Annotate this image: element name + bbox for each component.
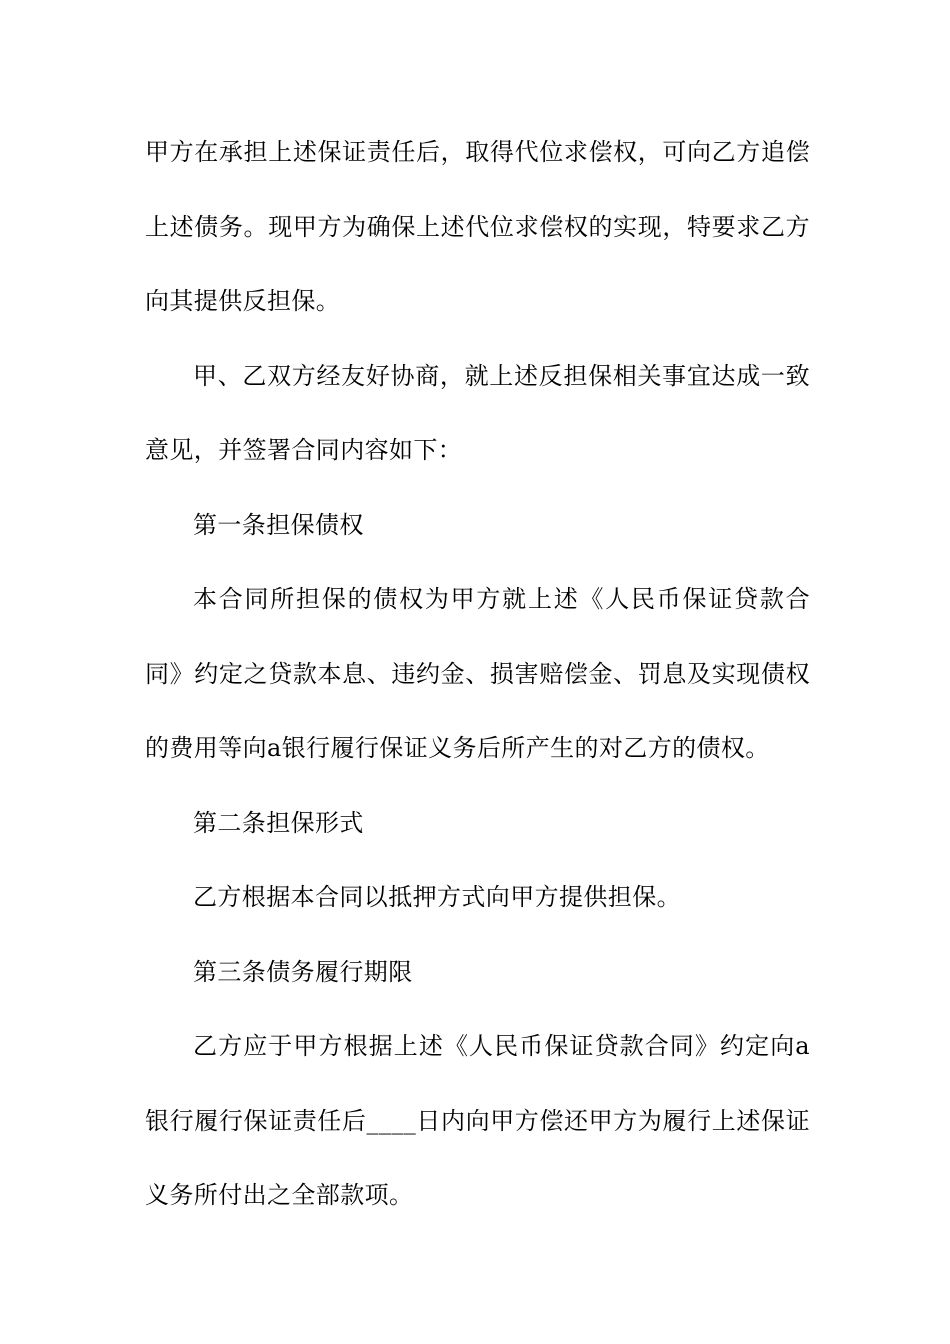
- text-line: 银行履行保证责任后____日内向甲方偿还甲方为履行上述保证: [145, 1106, 810, 1135]
- text-line: 义务所付出之全部款项。: [145, 1181, 414, 1209]
- text-line: 的费用等向a银行履行保证义务后所产生的对乙方的债权。: [145, 734, 770, 762]
- text-line: 向其提供反担保。: [145, 287, 341, 315]
- text-line: 上述债务。现甲方为确保上述代位求偿权的实现，特要求乙方: [145, 212, 810, 241]
- paragraph-line: 本合同所担保的债权为甲方就上述《人民币保证贷款合: [193, 585, 810, 613]
- text-line: 甲方在承担上述保证责任后，取得代位求偿权，可向乙方追偿: [145, 138, 810, 166]
- article-heading: 第二条担保形式: [193, 808, 364, 837]
- paragraph-line: 乙方应于甲方根据上述《人民币保证贷款合同》约定向a: [193, 1032, 810, 1060]
- text-line: 意见，并签署合同内容如下：: [145, 436, 463, 464]
- paragraph-line: 甲、乙双方经友好协商，就上述反担保相关事宜达成一致: [193, 361, 810, 390]
- paragraph-line: 乙方根据本合同以抵押方式向甲方提供担保。: [193, 883, 681, 911]
- article-heading: 第一条担保债权: [193, 510, 364, 539]
- document-body: [145, 128, 810, 1246]
- text-line: 同》约定之贷款本息、违约金、损害赔偿金、罚息及实现债权: [145, 659, 810, 688]
- article-heading: 第三条债务履行期限: [193, 957, 413, 986]
